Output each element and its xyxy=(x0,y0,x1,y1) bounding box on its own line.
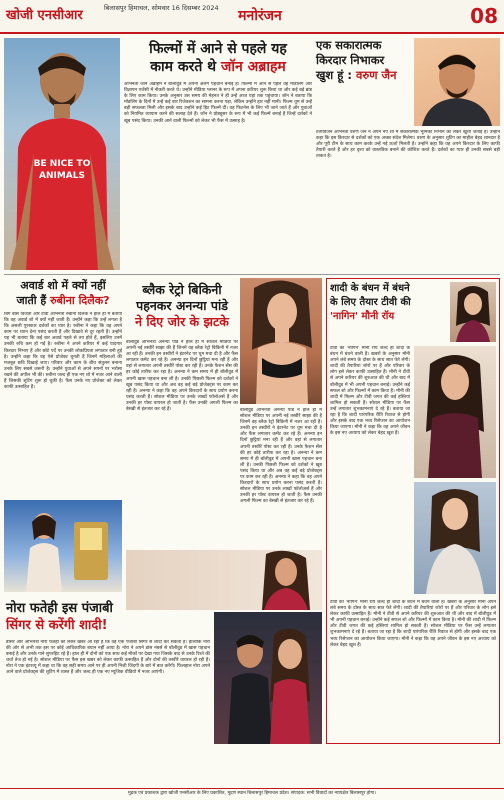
john-headline xyxy=(124,40,312,76)
ananya-headline-line2: पहनकर अनन्या पांडे xyxy=(136,298,228,313)
mouni-figure-illustration xyxy=(414,346,496,478)
rubina-dilaik-photo xyxy=(4,500,122,592)
john-abraham-photo xyxy=(4,38,120,270)
ananya-article-body-continued: बॉलीवुड अभिनेत्री अनन्या पांडे ने हाल ही में सोशल मीडिया पर अपनी नई तस्वीरें साझा की हैं जिनमें वह ब्लैक रेट्रो बिकिनी में नजर आ रही हैं। उनकी इन तस्वीरों ने इंटरनेट पर धूम मचा दी है और फैंस लगातार कमेंट कर रहे हैं। अनन्या इन दिनों छुट्टियां मना रही हैं और वहां से लगातार अपनी तस्वीरें पोस्ट कर रही हैं। उनके फैशन सेंस की हर कोई तारीफ कर रहा है। अनन्या ने कम समय में ही बॉलीवुड में अपनी खास पहचान बना ली है। उनकी पिछली फिल्म को दर्शकों ने खूब पसंद किया था और अब वह कई बड़े प्रोजेक्ट्स पर काम कर रही हैं। अनन्या ने कहा कि वह अपने किरदारों के साथ प्रयोग करना पसंद करती हैं। सोशल मीडिया पर उनके लाखों फॉलोअर्स हैं और उनकी हर पोस्ट वायरल हो जाती है। फैंस उनकी अगली फिल्म का बेसब्री से इंतजार कर रहे हैं। xyxy=(240,408,322,505)
mouni-roy-photo-top xyxy=(450,282,496,342)
ananya-headline-line3: ने दिए जोर के झटके xyxy=(135,314,229,329)
mouni-roy-photo-bottom xyxy=(414,482,496,594)
mouni-headline-line1: शादी के बंधन में बंधने xyxy=(330,283,410,294)
varun-headline xyxy=(316,38,412,83)
nora-headline-line1: नोरा फतेही इस पंजाबी xyxy=(6,601,113,616)
mouni-article-body-continued: टीवी की 'नागिन' मौनी रॉय जल्द ही शादी के बंधन में बंधने वाली हैं। खबरों के अनुसार मौनी अपने लंबे समय के दोस्त के साथ सात फेरे लेंगी। शादी की तैयारियां जोरों पर हैं और परिवार के लोग इसे लेकर काफी उत्साहित हैं। मौनी ने टीवी से अपने करियर की शुरुआत की थी और बाद में बॉलीवुड में भी अपनी पहचान बनाई। उन्होंने कई सफल शो और फिल्मों में काम किया है। मौनी की शादी में फिल्म और टीवी जगत की कई हस्तियां शामिल हो सकती हैं। सोशल मीडिया पर फैंस उन्हें लगातार शुभकामनाएं दे रहे हैं। बताया जा रहा है कि शादी पारंपरिक रीति रिवाज से होगी और इसके बाद एक भव्य रिसेप्शन का आयोजन किया जाएगा। मौनी ने कहा कि वह अपने जीवन के इस नए अध्याय को लेकर बेहद खुश हैं। xyxy=(330,600,496,648)
ananya-figure-illustration xyxy=(240,278,322,404)
ananya-headline xyxy=(126,282,238,330)
varun-headline-line1: एक सकारात्मक xyxy=(316,38,382,52)
ananya-article-body: बॉलीवुड अभिनेत्री अनन्या पांडे ने हाल ही में सोशल मीडिया पर अपनी नई तस्वीरें साझा की हैं जिनमें वह ब्लैक रेट्रो बिकिनी में नजर आ रही हैं। उनकी इन तस्वीरों ने इंटरनेट पर धूम मचा दी है और फैंस लगातार कमेंट कर रहे हैं। अनन्या इन दिनों छुट्टियां मना रही हैं और वहां से लगातार अपनी तस्वीरें पोस्ट कर रही हैं। उनके फैशन सेंस की हर कोई तारीफ कर रहा है। अनन्या ने कम समय में ही बॉलीवुड में अपनी खास पहचान बना ली है। उनकी पिछली फिल्म को दर्शकों ने खूब पसंद किया था और अब वह कई बड़े प्रोजेक्ट्स पर काम कर रही हैं। अनन्या ने कहा कि वह अपने किरदारों के साथ प्रयोग करना पसंद करती हैं। सोशल मीडिया पर उनके लाखों फॉलोअर्स हैं और उनकी हर पोस्ट वायरल हो जाती है। फैंस उनकी अगली फिल्म का बेसब्री से इंतजार कर रहे हैं। xyxy=(126,340,238,413)
nora-article-body: डांसर और अभिनेत्री नोरा फतेही को लेकर खबरें आ रही हैं कि वह एक पंजाबी सिंगर से शादी कर सकती हैं। हालांकि नोरा की ओर से अभी तक इस पर कोई आधिकारिक बयान नहीं आया है। नोरा ने अपने डांस नंबर्स से बॉलीवुड में खास पहचान बनाई है और उनके गाने सुपरहिट रहे हैं। हाल ही में दोनों को एक साथ कई मौकों पर देखा गया जिसके बाद से उनके रिश्ते की चर्चा तेज हो गई है। सोशल मीडिया पर फैंस इस खबर को लेकर काफी उत्साहित हैं और दोनों की तस्वीरें वायरल हो रही हैं। नोरा ने एक इंटरव्यू में कहा था कि वह सही समय आने पर ही अपनी निजी जिंदगी के बारे में बात करेंगी। फिलहाल नोरा अपने आने वाले प्रोजेक्ट्स की शूटिंग में व्यस्त हैं और जल्द ही एक नए म्यूजिक वीडियो में नजर आएंगी। xyxy=(6,640,210,676)
john-figure-illustration xyxy=(4,38,120,270)
masthead xyxy=(0,0,504,34)
mouni-headline-line3: 'नागिन' मौनी रॉय xyxy=(330,311,395,322)
section-title: मनोरंजन xyxy=(238,8,282,24)
varun-jain-photo xyxy=(414,38,500,126)
rubina-headline-name: रुबीना दिलैक? xyxy=(50,294,110,307)
john-headline-name: जॉन अब्राहम xyxy=(221,59,286,75)
mouni-headline xyxy=(330,282,448,324)
page-number: 08 xyxy=(470,4,498,28)
varun-article-body: टेलीविजन अभिनेता वरुण जैन ने अपने नए शो में सकारात्मक भूमिका निभाने को लेकर खुशी जताई है। उन्होंने कहा कि इस किरदार से दर्शकों को एक अच्छा संदेश मिलेगा। वरुण के अनुसार शूटिंग का माहौल बेहद शानदार है और पूरी टीम के साथ काम करके उन्हें नई ऊर्जा मिलती है। उन्होंने कहा कि वह अपने किरदार के लिए काफी तैयारी करते हैं और हर दृश्य को वास्तविक बनाने की कोशिश करते हैं। दर्शकों का प्यार ही उनकी सबसे बड़ी ताकत है। xyxy=(316,130,500,160)
rubina-figure-illustration xyxy=(4,500,122,592)
section-divider xyxy=(4,274,500,275)
mouni-headline-line2: के लिए तैयार टीवी की xyxy=(330,297,411,308)
rubina-article-body: बिग बॉस विजेता और टीवी अभिनेत्री रुबीना दिलैक ने हाल ही में बताया कि वह अवार्ड शो में क्यों नहीं जाती हैं। उन्होंने कहा कि उन्हें लगता है कि असली पुरस्कार दर्शकों का प्यार है। रुबीना ने कहा कि वह अपने काम पर ध्यान देना पसंद करती हैं और दिखावे से दूर रहती हैं। उन्होंने यह भी बताया कि कई बार अवार्ड पहले से तय होते हैं, इसलिए उनमें उनकी रुचि कम हो गई है। रुबीना ने अपने करियर में कई यादगार किरदार निभाए हैं और छोटे पर्दे पर उनकी लोकप्रियता लगातार बनी हुई है। उन्होंने कहा कि वह ऐसे प्रोजेक्ट चुनती हैं जिनमें महिलाओं की मजबूत छवि दिखाई जाए। परिवार और काम के बीच संतुलन बनाना उनके लिए सबसे जरूरी है। उन्होंने युवाओं से अपने सपनों पर भरोसा रखने की अपील भी की। रुबीना जल्द ही एक नए शो में नजर आने वाली हैं जिसकी शूटिंग शुरू हो चुकी है। फैंस उनके नए प्रोजेक्ट को लेकर काफी उत्साहित हैं। xyxy=(4,312,122,391)
varun-headline-line2: किरदार निभाकर xyxy=(316,53,385,67)
john-article-body: अभिनेता जॉन अब्राहम ने बॉलीवुड में अपनी अलग पहचान बनाई है। फिल्मों में आने से पहले वह मॉडलिंग और विज्ञापन एजेंसी में नौकरी करते थे। उन्होंने मीडिया प्लानर के रूप में अपना करियर शुरू किया था और कई बड़े ब्रांड के लिए काम किया। उनके अनुसार उस समय की मेहनत ने ही उन्हें आज यहां तक पहुंचाया। जॉन ने बताया कि मॉडलिंग के दिनों में उन्हें कई बार रिजेक्शन का सामना करना पड़ा, लेकिन उन्होंने हार नहीं मानी। फिल्म धूम से उन्हें बड़ी सफलता मिली और इसके बाद उन्होंने कई हिट फिल्में दीं। वह फिटनेस के लिए भी जाने जाते हैं और युवाओं को नियमित व्यायाम करने की सलाह देते हैं। जॉन ने प्रोड्यूसर के रूप में भी कई फिल्में बनाई हैं जिन्हें दर्शकों ने खूब पसंद किया। उनकी आने वाली फिल्मों को लेकर भी फैंस में उत्साह है। xyxy=(124,82,312,124)
john-headline-line2: काम करते थे जॉन अब्राहम xyxy=(150,59,286,75)
nora-headline-line2: सिंगर से करेंगी शादी! xyxy=(6,618,108,633)
rubina-headline xyxy=(4,278,122,308)
newspaper-brand: खोजी एनसीआर xyxy=(6,8,83,23)
john-shirt-slogan: BE NICE TO ANIMALS xyxy=(33,159,91,181)
mouni-portrait-small-illustration xyxy=(450,282,496,342)
rubina-headline-line1: अवार्ड शो में क्यों नहीं xyxy=(20,279,106,292)
ananya-headline-line1: ब्लैक रेट्रो बिकिनी xyxy=(142,282,222,297)
mouni-article-body: टीवी की 'नागिन' मौनी रॉय जल्द ही शादी के बंधन में बंधने वाली हैं। खबरों के अनुसार मौनी अपने लंबे समय के दोस्त के साथ सात फेरे लेंगी। शादी की तैयारियां जोरों पर हैं और परिवार के लोग इसे लेकर काफी उत्साहित हैं। मौनी ने टीवी से अपने करियर की शुरुआत की थी और बाद में बॉलीवुड में भी अपनी पहचान बनाई। उन्होंने कई सफल शो और फिल्मों में काम किया है। मौनी की शादी में फिल्म और टीवी जगत की कई हस्तियां शामिल हो सकती हैं। सोशल मीडिया पर फैंस उन्हें लगातार शुभकामनाएं दे रहे हैं। बताया जा रहा है कि शादी पारंपरिक रीति रिवाज से होगी और इसके बाद एक भव्य रिसेप्शन का आयोजन किया जाएगा। मौनी ने कहा कि वह अपने जीवन के इस नए अध्याय को लेकर बेहद खुश हैं। xyxy=(330,346,410,437)
footer-rule xyxy=(0,788,504,789)
footer-imprint: मुद्रक एवं प्रकाशक द्वारा खोजी एनसीआर के लिए प्रकाशित, मुद्रण स्थान बिलासपुर हिमाचल प्रदेश। संपादक: सभी विवादों का न्यायक्षेत्र बिलासपुर होगा। xyxy=(128,791,376,796)
nora-headline xyxy=(6,600,206,634)
varun-headline-name: वरुण जैन xyxy=(355,68,397,82)
nora-singer-photo xyxy=(214,612,322,744)
nora-couple-illustration xyxy=(214,612,322,744)
varun-portrait-illustration xyxy=(414,38,500,126)
dateline: बिलासपुर हिमाचल, सोमवार 16 दिसम्बर 2024 xyxy=(104,4,219,12)
john-headline-line1: फिल्मों में आने से पहले यह xyxy=(149,41,287,57)
varun-headline-line3: खुश हूं : वरुण जैन xyxy=(316,68,397,82)
mouni-portrait-bottom-illustration xyxy=(414,482,496,594)
mouni-roy-photo-main xyxy=(414,346,496,478)
ananya-panday-photo xyxy=(240,278,322,404)
rubina-headline-line2: जाती हैं रुबीना दिलैक? xyxy=(16,294,110,307)
